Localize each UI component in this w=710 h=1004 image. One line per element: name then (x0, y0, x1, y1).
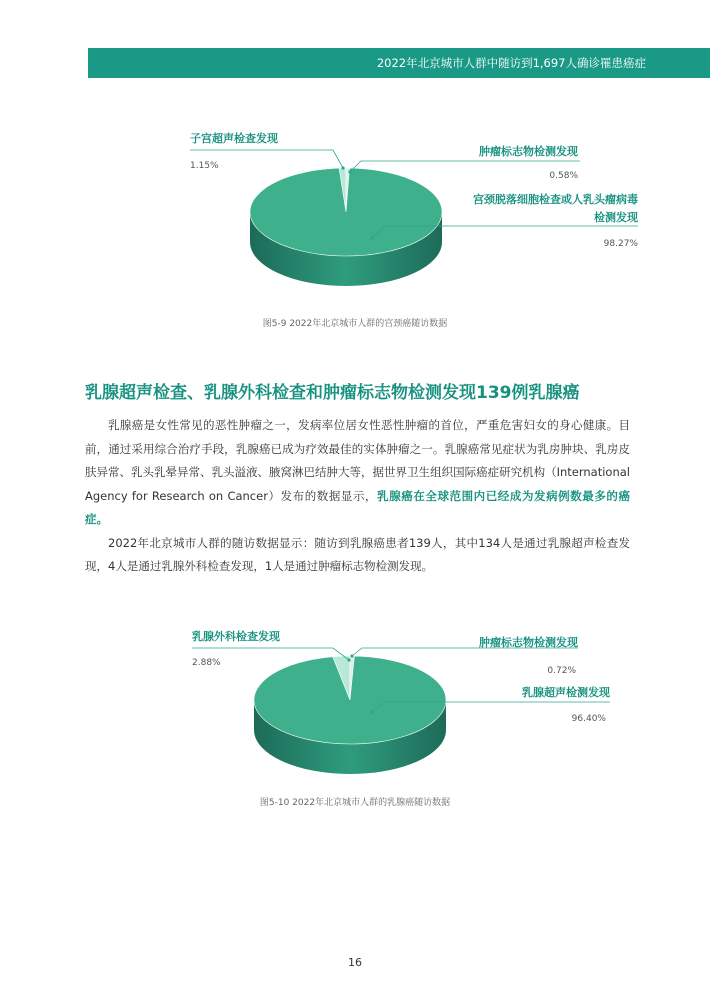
header-bar (88, 48, 710, 78)
label-marker: 肿瘤标志物检测发现 (479, 145, 578, 158)
pct-marker: 0.58% (549, 171, 578, 181)
leader-dot-surgery (347, 658, 350, 661)
pie-body (254, 656, 446, 774)
paragraph-1-highlight: 乳腺癌在全球范围内已经成为发病例数最多的癌症。 (85, 488, 630, 526)
leader-line-marker (352, 648, 578, 656)
header-title: 2022年北京城市人群中随访到1,697人确诊罹患癌症 (376, 56, 646, 70)
leader-dot-ultrasound (341, 166, 344, 169)
leader-dot-marker (348, 170, 351, 173)
figure-caption-5-10: 图5-10 2022年北京城市人群的乳腺癌随访数据 (259, 798, 451, 808)
body-text (85, 414, 630, 579)
paragraph-2: 2022年北京城市人群的随访数据显示：随访到乳腺癌患者139人，其中134人是通过乳腺超声检查发现，4人是通过乳腺外科检查发现，1人是通过肿瘤标志物检测发现。 (85, 535, 630, 573)
pie-body (250, 168, 442, 286)
label-cytology-line1: 宫颈脱落细胞检查或人乳头瘤病毒 (473, 193, 638, 206)
pct-cytology: 98.27% (603, 239, 638, 249)
cervical-cancer-pie-chart (0, 120, 710, 310)
figure-caption-5-9: 图5-9 2022年北京城市人群的宫颈癌随访数据 (262, 319, 448, 329)
leader-dot-marker (350, 654, 353, 657)
pct-marker: 0.72% (547, 666, 576, 676)
leader-dot-cytology (370, 236, 373, 239)
paragraph-1-text: 乳腺癌是女性常见的恶性肿瘤之一，发病率位居女性恶性肿瘤的首位，严重危害妇女的身心健康。目前，通过采用综合治疗手段，乳腺癌已成为疗效最佳的实体肿瘤之一。乳腺癌常见症状为乳房肿块、乳房皮肤异常、乳头乳晕异常、乳头溢液、腋窝淋巴结肿大等，据世界卫生组织国际癌症研究机构（International Agency for Research on Cancer）发布的数据显示， (85, 418, 630, 503)
pct-surgery: 2.88% (192, 658, 221, 668)
label-ultrasound: 乳腺超声检测发现 (522, 686, 610, 699)
leader-line-marker (350, 161, 580, 172)
pct-ultrasound: 96.40% (571, 714, 606, 724)
pct-ultrasound: 1.15% (190, 161, 219, 171)
label-marker: 肿瘤标志物检测发现 (479, 636, 578, 649)
breast-cancer-pie-chart (0, 616, 710, 796)
page-number: 16 (348, 956, 362, 969)
section-heading: 乳腺超声检查、乳腺外科检查和肿瘤标志物检测发现139例乳腺癌 (85, 383, 580, 403)
label-surgery: 乳腺外科检查发现 (192, 630, 280, 643)
paragraph-1 (85, 414, 630, 532)
leader-dot-ultrasound (370, 710, 373, 713)
label-ultrasound: 子宫超声检查发现 (190, 132, 278, 145)
label-cytology-line2: 检测发现 (594, 211, 638, 224)
